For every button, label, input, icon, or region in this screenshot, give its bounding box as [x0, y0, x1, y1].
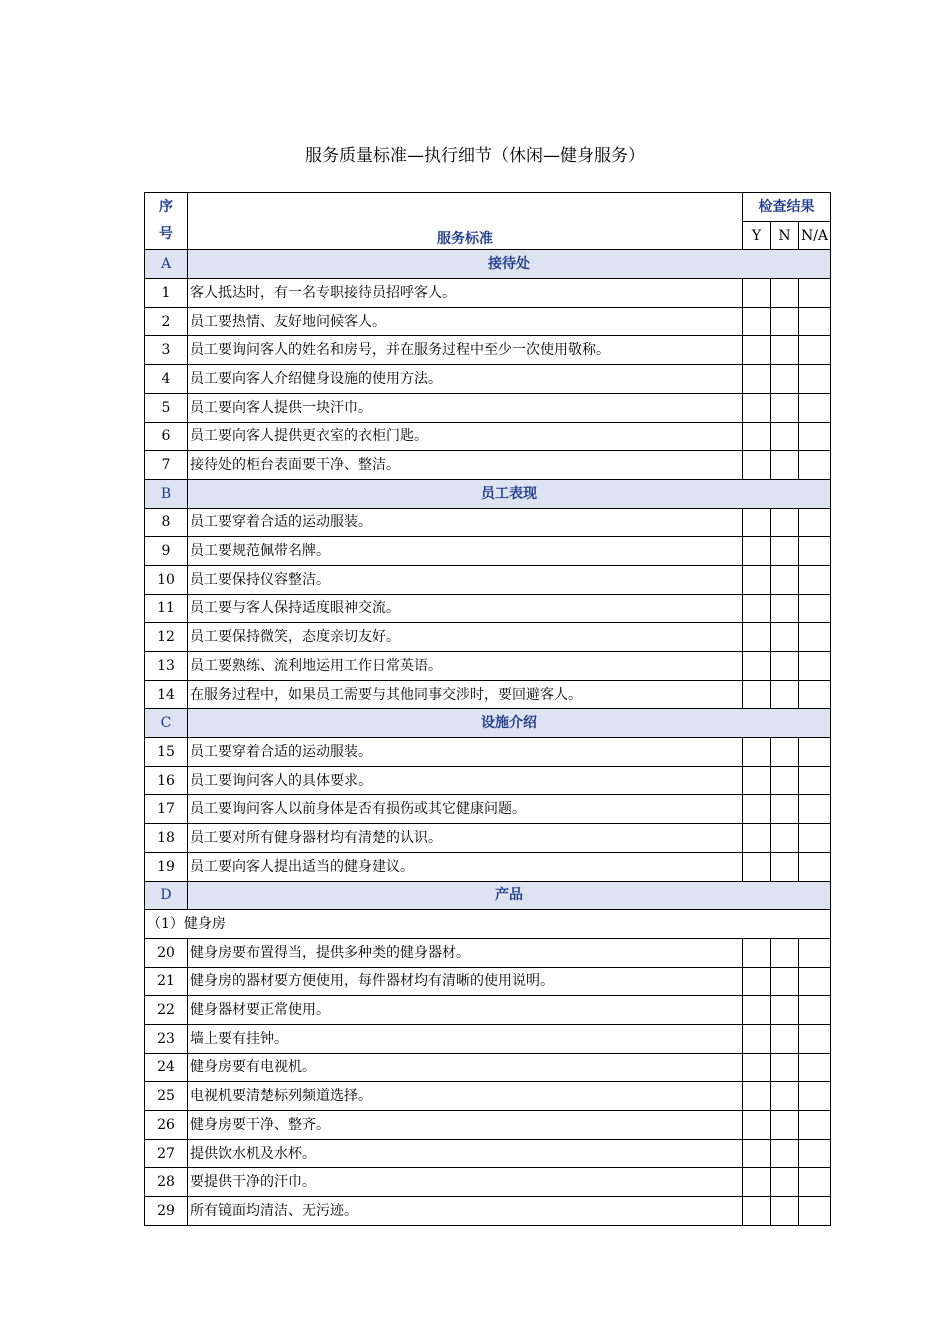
check-n-cell[interactable]: [771, 594, 799, 623]
row-number: 26: [145, 1111, 188, 1140]
check-y-cell[interactable]: [743, 537, 771, 566]
row-standard: 健身房的器材要方便使用，每件器材均有清晰的使用说明。: [188, 967, 743, 996]
section-label: 员工表现: [188, 479, 831, 508]
checklist-table: [144, 192, 831, 1226]
table-row: [145, 1168, 831, 1197]
header-seq-line1: 序: [159, 199, 173, 216]
check-na-cell[interactable]: [799, 766, 831, 795]
check-na-cell[interactable]: [799, 336, 831, 365]
row-standard: 接待处的柜台表面要干净、整洁。: [188, 451, 743, 480]
section-row: [145, 709, 831, 738]
check-y-cell[interactable]: [743, 1082, 771, 1111]
check-na-cell[interactable]: [799, 1053, 831, 1082]
check-y-cell[interactable]: [743, 1139, 771, 1168]
row-standard: 墙上要有挂钟。: [188, 1024, 743, 1053]
header-seq: [145, 193, 188, 250]
check-na-cell[interactable]: [799, 451, 831, 480]
check-y-cell[interactable]: [743, 365, 771, 394]
row-number: 27: [145, 1139, 188, 1168]
table-row: [145, 967, 831, 996]
row-standard: 员工要向客人提出适当的健身建议。: [188, 852, 743, 881]
table-row: [145, 680, 831, 709]
table-header: [145, 193, 831, 250]
check-y-cell[interactable]: [743, 996, 771, 1025]
row-number: 17: [145, 795, 188, 824]
check-y-cell[interactable]: [743, 795, 771, 824]
row-number: 28: [145, 1168, 188, 1197]
row-standard: 员工要保持微笑，态度亲切友好。: [188, 623, 743, 652]
row-standard: 员工要穿着合适的运动服装。: [188, 738, 743, 767]
row-standard: 员工要向客人提供一块汗巾。: [188, 393, 743, 422]
table-row: [145, 1082, 831, 1111]
section-row: [145, 479, 831, 508]
check-y-cell[interactable]: [743, 422, 771, 451]
row-number: 20: [145, 938, 188, 967]
subsection-label: （1）健身房: [145, 910, 831, 939]
section-code: A: [145, 250, 188, 279]
check-n-cell[interactable]: [771, 1139, 799, 1168]
check-n-cell[interactable]: [771, 996, 799, 1025]
row-number: 11: [145, 594, 188, 623]
table-row: [145, 422, 831, 451]
table-row: [145, 1139, 831, 1168]
section-label: 设施介绍: [188, 709, 831, 738]
check-n-cell[interactable]: [771, 852, 799, 881]
table-row: [145, 938, 831, 967]
row-number: 3: [145, 336, 188, 365]
check-na-cell[interactable]: [799, 852, 831, 881]
row-standard: 电视机要清楚标列频道选择。: [188, 1082, 743, 1111]
section-code: B: [145, 479, 188, 508]
check-n-cell[interactable]: [771, 537, 799, 566]
row-number: 8: [145, 508, 188, 537]
row-number: 24: [145, 1053, 188, 1082]
check-y-cell[interactable]: [743, 1053, 771, 1082]
row-standard: 健身器材要正常使用。: [188, 996, 743, 1025]
table-row: [145, 623, 831, 652]
row-number: 1: [145, 279, 188, 308]
check-n-cell[interactable]: [771, 279, 799, 308]
row-number: 5: [145, 393, 188, 422]
check-y-cell[interactable]: [743, 565, 771, 594]
check-y-cell[interactable]: [743, 766, 771, 795]
row-number: 29: [145, 1197, 188, 1226]
section-label: 接待处: [188, 250, 831, 279]
check-y-cell[interactable]: [743, 652, 771, 681]
table-row: [145, 1053, 831, 1082]
check-na-cell[interactable]: [799, 738, 831, 767]
row-standard: 员工要询问客人的具体要求。: [188, 766, 743, 795]
row-standard: 员工要对所有健身器材均有清楚的认识。: [188, 824, 743, 853]
check-na-cell[interactable]: [799, 422, 831, 451]
row-standard: 健身房要有电视机。: [188, 1053, 743, 1082]
check-na-cell[interactable]: [799, 996, 831, 1025]
check-na-cell[interactable]: [799, 623, 831, 652]
row-standard: 员工要规范佩带名牌。: [188, 537, 743, 566]
check-y-cell[interactable]: [743, 852, 771, 881]
check-n-cell[interactable]: [771, 1082, 799, 1111]
check-y-cell[interactable]: [743, 1111, 771, 1140]
row-standard: 员工要熟练、流利地运用工作日常英语。: [188, 652, 743, 681]
check-na-cell[interactable]: [799, 537, 831, 566]
check-n-cell[interactable]: [771, 1111, 799, 1140]
table-row: [145, 738, 831, 767]
row-standard: 员工要向客人介绍健身设施的使用方法。: [188, 365, 743, 394]
row-number: 10: [145, 565, 188, 594]
row-number: 2: [145, 307, 188, 336]
check-na-cell[interactable]: [799, 795, 831, 824]
check-y-cell[interactable]: [743, 938, 771, 967]
table-row: [145, 824, 831, 853]
check-n-cell[interactable]: [771, 1168, 799, 1197]
table-row: [145, 1111, 831, 1140]
table-row: [145, 652, 831, 681]
check-y-cell[interactable]: [743, 451, 771, 480]
check-n-cell[interactable]: [771, 1053, 799, 1082]
check-y-cell[interactable]: [743, 1168, 771, 1197]
table-row: [145, 594, 831, 623]
table-row: [145, 393, 831, 422]
row-number: 6: [145, 422, 188, 451]
row-standard: 健身房要布置得当，提供多种类的健身器材。: [188, 938, 743, 967]
check-na-cell[interactable]: [799, 1197, 831, 1226]
check-y-cell[interactable]: [743, 508, 771, 537]
check-na-cell[interactable]: [799, 1082, 831, 1111]
check-y-cell[interactable]: [743, 1024, 771, 1053]
section-label: 产品: [188, 881, 831, 910]
row-number: 25: [145, 1082, 188, 1111]
check-na-cell[interactable]: [799, 307, 831, 336]
table-row: [145, 508, 831, 537]
check-y-cell[interactable]: [743, 623, 771, 652]
check-na-cell[interactable]: [799, 1111, 831, 1140]
section-row: [145, 881, 831, 910]
table-row: [145, 565, 831, 594]
row-standard: 要提供干净的汗巾。: [188, 1168, 743, 1197]
check-n-cell[interactable]: [771, 795, 799, 824]
check-n-cell[interactable]: [771, 1197, 799, 1226]
table-row: [145, 1024, 831, 1053]
check-na-cell[interactable]: [799, 1168, 831, 1197]
table-row: [145, 766, 831, 795]
row-number: 19: [145, 852, 188, 881]
row-number: 15: [145, 738, 188, 767]
row-standard: 员工要询问客人以前身体是否有损伤或其它健康问题。: [188, 795, 743, 824]
check-y-cell[interactable]: [743, 336, 771, 365]
row-standard: 员工要保持仪容整洁。: [188, 565, 743, 594]
check-n-cell[interactable]: [771, 365, 799, 394]
check-y-cell[interactable]: [743, 393, 771, 422]
check-y-cell[interactable]: [743, 594, 771, 623]
section-code: D: [145, 881, 188, 910]
check-y-cell[interactable]: [743, 279, 771, 308]
check-n-cell[interactable]: [771, 336, 799, 365]
check-n-cell[interactable]: [771, 393, 799, 422]
row-standard: 客人抵达时，有一名专职接待员招呼客人。: [188, 279, 743, 308]
check-na-cell[interactable]: [799, 508, 831, 537]
row-number: 9: [145, 537, 188, 566]
row-standard: 所有镜面均清洁、无污迹。: [188, 1197, 743, 1226]
check-n-cell[interactable]: [771, 565, 799, 594]
row-number: 12: [145, 623, 188, 652]
table-row: [145, 279, 831, 308]
section-code: C: [145, 709, 188, 738]
row-number: 18: [145, 824, 188, 853]
check-n-cell[interactable]: [771, 451, 799, 480]
row-number: 4: [145, 365, 188, 394]
header-check-result: 检查结果: [743, 193, 831, 222]
check-na-cell[interactable]: [799, 565, 831, 594]
check-na-cell[interactable]: [799, 938, 831, 967]
row-standard: 提供饮水机及水杯。: [188, 1139, 743, 1168]
table-row: [145, 307, 831, 336]
check-n-cell[interactable]: [771, 623, 799, 652]
check-na-cell[interactable]: [799, 967, 831, 996]
check-na-cell[interactable]: [799, 279, 831, 308]
row-number: 22: [145, 996, 188, 1025]
check-y-cell[interactable]: [743, 738, 771, 767]
check-y-cell[interactable]: [743, 967, 771, 996]
check-na-cell[interactable]: [799, 824, 831, 853]
check-y-cell[interactable]: [743, 680, 771, 709]
check-na-cell[interactable]: [799, 680, 831, 709]
header-n: N: [771, 221, 799, 250]
row-number: 14: [145, 680, 188, 709]
check-n-cell[interactable]: [771, 967, 799, 996]
check-na-cell[interactable]: [799, 393, 831, 422]
table-row: [145, 1197, 831, 1226]
subsection-row: [145, 910, 831, 939]
row-standard: 健身房要干净、整齐。: [188, 1111, 743, 1140]
table-row: [145, 795, 831, 824]
header-standard: 服务标准: [188, 193, 743, 250]
row-standard: 员工要询问客人的姓名和房号，并在服务过程中至少一次使用敬称。: [188, 336, 743, 365]
check-na-cell[interactable]: [799, 1024, 831, 1053]
check-y-cell[interactable]: [743, 307, 771, 336]
check-y-cell[interactable]: [743, 824, 771, 853]
check-n-cell[interactable]: [771, 422, 799, 451]
table-row: [145, 996, 831, 1025]
check-y-cell[interactable]: [743, 1197, 771, 1226]
table-row: [145, 365, 831, 394]
row-number: 13: [145, 652, 188, 681]
check-n-cell[interactable]: [771, 307, 799, 336]
check-na-cell[interactable]: [799, 652, 831, 681]
page-title: 服务质量标准—执行细节（休闲—健身服务）: [305, 146, 645, 166]
check-na-cell[interactable]: [799, 1139, 831, 1168]
check-na-cell[interactable]: [799, 594, 831, 623]
check-n-cell[interactable]: [771, 824, 799, 853]
row-number: 7: [145, 451, 188, 480]
header-na: N/A: [799, 221, 831, 250]
check-n-cell[interactable]: [771, 766, 799, 795]
row-number: 23: [145, 1024, 188, 1053]
check-n-cell[interactable]: [771, 680, 799, 709]
check-n-cell[interactable]: [771, 508, 799, 537]
table-body: [145, 250, 831, 1225]
table-row: [145, 451, 831, 480]
table-row: [145, 852, 831, 881]
row-standard: 员工要热情、友好地问候客人。: [188, 307, 743, 336]
row-number: 21: [145, 967, 188, 996]
row-standard: 在服务过程中，如果员工需要与其他同事交涉时，要回避客人。: [188, 680, 743, 709]
row-standard: 员工要穿着合适的运动服装。: [188, 508, 743, 537]
row-standard: 员工要向客人提供更衣室的衣柜门匙。: [188, 422, 743, 451]
row-standard: 员工要与客人保持适度眼神交流。: [188, 594, 743, 623]
check-n-cell[interactable]: [771, 738, 799, 767]
table-row: [145, 537, 831, 566]
section-row: [145, 250, 831, 279]
row-number: 16: [145, 766, 188, 795]
check-na-cell[interactable]: [799, 365, 831, 394]
check-n-cell[interactable]: [771, 938, 799, 967]
check-n-cell[interactable]: [771, 1024, 799, 1053]
header-y: Y: [743, 221, 771, 250]
header-seq-line2: 号: [159, 226, 173, 243]
table-row: [145, 336, 831, 365]
check-n-cell[interactable]: [771, 652, 799, 681]
